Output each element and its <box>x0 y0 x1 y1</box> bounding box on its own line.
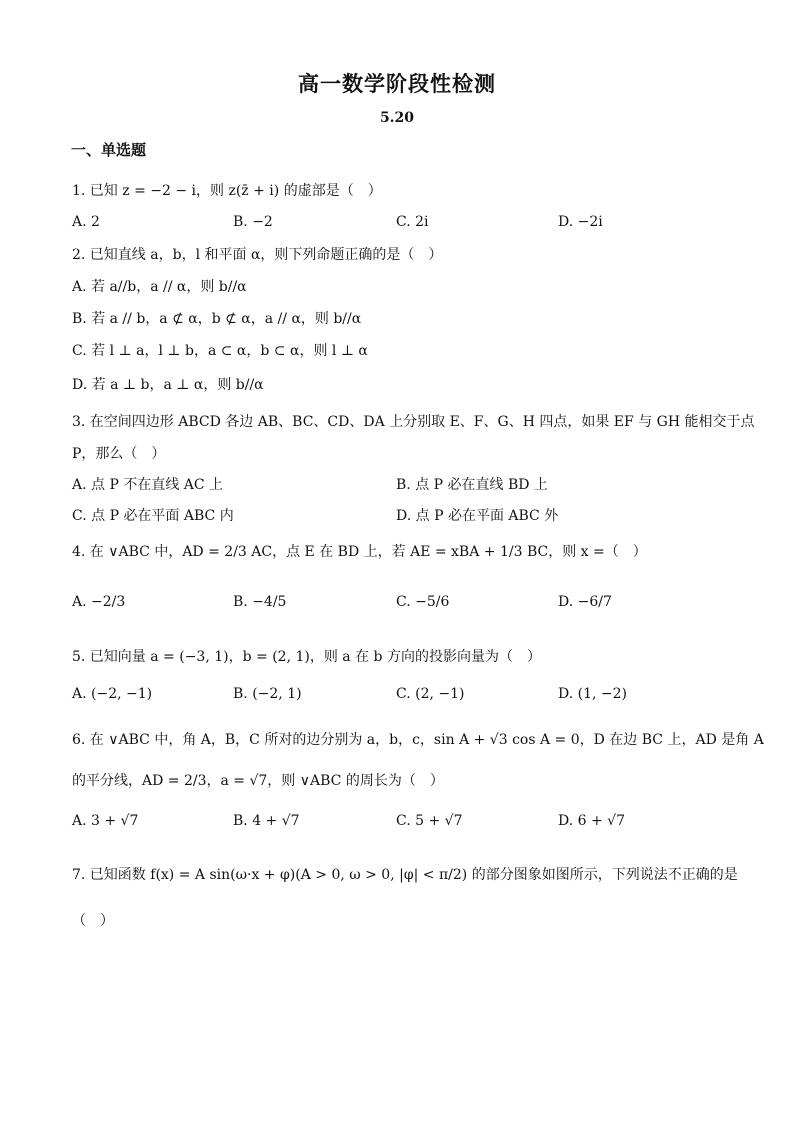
q5-option-d: D. (1, −2) <box>558 686 627 702</box>
q6-option-d: D. 6 + √7 <box>558 813 625 829</box>
page-title: 高一数学阶段性检测 <box>298 71 496 96</box>
question-3-stem-line-2: P，那么（ ） <box>72 446 166 462</box>
question-6-stem-line-2: 的平分线，AD = 2/3，a = √7，则 ∨ABC 的周长为（ ） <box>72 773 444 789</box>
q3-option-b: B. 点 P 必在直线 BD 上 <box>396 477 548 493</box>
question-3-stem-line-1: 3. 在空间四边形 ABCD 各边 AB、BC、CD、DA 上分别取 E、F、G、H 四点，如果 EF 与 GH 能相交于点 <box>72 414 755 430</box>
question-1-stem: 1. 已知 z = −2 − i，则 z(z̄ + i) 的虚部是（ ） <box>72 183 382 199</box>
q6-option-c: C. 5 + √7 <box>396 813 463 829</box>
q4-option-a: A. −2/3 <box>72 594 126 610</box>
q1-option-c: C. 2i <box>396 214 429 230</box>
section-heading: 一、单选题 <box>71 141 147 159</box>
question-7-stem-line-2: （ ） <box>72 913 114 929</box>
question-6-stem-line-1: 6. 在 ∨ABC 中，角 A，B，C 所对的边分别为 a，b，c，sin A + √3 cos A = 0，D 在边 BC 上，AD 是角 A <box>72 732 764 748</box>
q4-option-b: B. −4/5 <box>233 594 287 610</box>
question-5-stem: 5. 已知向量 a = (−3, 1)，b = (2, 1)，则 a 在 b 方向的投影向量为（ ） <box>72 649 541 665</box>
q3-option-a: A. 点 P 不在直线 AC 上 <box>72 477 224 493</box>
q4-option-d: D. −6/7 <box>558 594 612 610</box>
q2-option-a: A. 若 a//b，a // α，则 b//α <box>72 279 247 295</box>
q1-option-a: A. 2 <box>72 214 100 230</box>
q4-option-c: C. −5/6 <box>396 594 450 610</box>
q5-option-b: B. (−2, 1) <box>233 686 302 702</box>
q6-option-a: A. 3 + √7 <box>72 813 139 829</box>
q2-option-b: B. 若 a // b，a ⊄ α，b ⊄ α，a // α，则 b//α <box>72 311 362 327</box>
q5-option-a: A. (−2, −1) <box>72 686 153 702</box>
q3-option-d: D. 点 P 必在平面 ABC 外 <box>396 508 559 524</box>
q2-option-c: C. 若 l ⊥ a，l ⊥ b，a ⊂ α，b ⊂ α，则 l ⊥ α <box>72 343 368 359</box>
q2-option-d: D. 若 a ⊥ b，a ⊥ α，则 b//α <box>72 377 264 393</box>
question-2-stem: 2. 已知直线 a，b，l 和平面 α，则下列命题正确的是（ ） <box>72 247 443 263</box>
q1-option-d: D. −2i <box>558 214 603 230</box>
q5-option-c: C. (2, −1) <box>396 686 465 702</box>
q6-option-b: B. 4 + √7 <box>233 813 300 829</box>
question-4-stem: 4. 在 ∨ABC 中，AD = 2/3 AC，点 E 在 BD 上，若 AE = xBA + 1/3 BC，则 x =（ ） <box>72 544 647 560</box>
q1-option-b: B. −2 <box>233 214 273 230</box>
q3-option-c: C. 点 P 必在平面 ABC 内 <box>72 508 234 524</box>
question-7-stem-line-1: 7. 已知函数 f(x) = A sin(ω·x + φ)(A > 0, ω > 0, |φ| < π/2) 的部分图象如图所示，下列说法不正确的是 <box>72 867 738 883</box>
exam-date: 5.20 <box>379 110 415 126</box>
